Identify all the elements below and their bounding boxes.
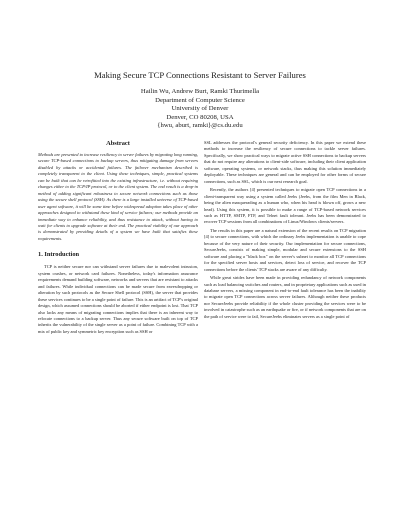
affiliation-department: Department of Computer Science [155, 96, 245, 104]
introduction-heading: 1. Introduction [38, 251, 80, 259]
body-paragraph: While great strides have been made in providing redundancy of network components such as load balancing switches and routers, and in proprietary applications such as used in database servers, a missing component in end-to-end fault tolerance has been the inability to migrate open TCP connections across server failures. Although neither these products nor SecureJeebs provide reliability if the whole cluster providing the services were to be involved in catastrophe such as an earthquake or fire, or if network components that are on the path of service were to fail, SecureJeebs eliminates servers as a single point of [204, 275, 366, 319]
paper-title: Making Secure TCP Connections Resistant to Server Failures [94, 70, 306, 80]
body-paragraph: The results in this paper are a natural extension of the recent results on TCP migration [4] to secure connections, with which the ordinary Jeebs implementation is unable to cope because of the very nature of their security. Our implementation for secure connections, SecureJeebs, consists of making simple, modular and secure extensions to the SSH software and placing a "black box" on the server's subnet to monitor all TCP connections for the specified server hosts and services, detect loss of service, and recover the TCP connections before the clients' TCP stacks are aware of any difficulty. [204, 227, 366, 272]
abstract-text: Methods are presented to increase resiliency to server failures by migrating long running, secure TCP-based connections to backup servers, thus mitigating damage from servers disabled by attacks or accidental failures. The failover mechanism described is completely transparent to the client. Using these techniques, simple, practical systems can be built that can be retrofitted into the existing infrastructure, i.e. without requiring changes either to the TCP/IP protocol, or to the client system. The end result is a drop-in method of adding significant robustness to secure network connections such as those using the secure shell protocol (SSH). As there is a large installed universe of TCP-based user agent software, it will be some time before widespread adoption takes place of other approaches designed to withstand these kind of service failures; our methods provide an immediate way to enhance reliability, and thus resistance to attack, without having to wait for clients to upgrade software at their end. The practical viability of our approach is demonstrated by providing details of a system we have built that satisfies these requirements. [38, 152, 198, 241]
left-column [38, 140, 198, 335]
body-paragraph: Recently, the authors [4] presented techniques to migrate open TCP connections in a client-transparent way using a system called Jeebs (Jeebs, from the film Men in Black, being the alien masquerading as a human who, when his head is blown off, grows a new head). Using this system, it is possible to make a range of TCP-based network services such as HTTP, SMTP, FTP, and Telnet fault tolerant. Jeebs has been demonstrated to recover TCP sessions from all combinations of Linux/Windows clients/servers. [204, 187, 366, 225]
author-names: Hailin Wu, Andrew Burt, Ramki Thurimella [140, 88, 260, 95]
body-paragraph: SSL addresses the protocol's general security deficiency. In this paper we extend these methods to increase the resiliency of secure connections to tackle server failures. Specifically, we show practical ways to migrate active SSH connections to backup servers that do not require any alterations to client-side software, including their client application software, operating systems, or network stacks, thus making this solution immediately deployable. These techniques are general and can be employed for other forms of secure connections, such as SSL, which is our next research goal. [204, 140, 366, 184]
affiliation-city: Denver, CO 80208, USA [166, 113, 234, 121]
abstract-section [38, 140, 198, 242]
abstract-heading: Abstract [106, 140, 130, 147]
author-block [0, 88, 400, 131]
affiliation-university: University of Denver [171, 105, 229, 113]
introduction-paragraph: TCP is neither secure nor can withstand server failures due to malevolent intrusion, system crashes, or network card failures. Nonetheless, today's information assurance requirements demand building software, networks and servers that are resistant to attacks and failures. While individual connections can be made secure from eavesdropping or alteration by such protocols as the Secure Shell protocol (SSH), the server that provides these services continues to be a single point of failure. This is an artifact of TCP's original design, which assumed connections should be aborted if either endpoint is lost. That TCP also lacks any means of migrating connections implies that there is an inherent way to relocate connections to a backup server. Thus any secure software built on top of TCP inherits the vulnerability of the single server as a point of failure. Combining TCP with a mix of public key and symmetric key encryption such as SSH or [38, 264, 198, 334]
right-column [204, 140, 366, 320]
author-emails: {hwu, aburt, ramki}@cs.du.edu [157, 122, 243, 130]
